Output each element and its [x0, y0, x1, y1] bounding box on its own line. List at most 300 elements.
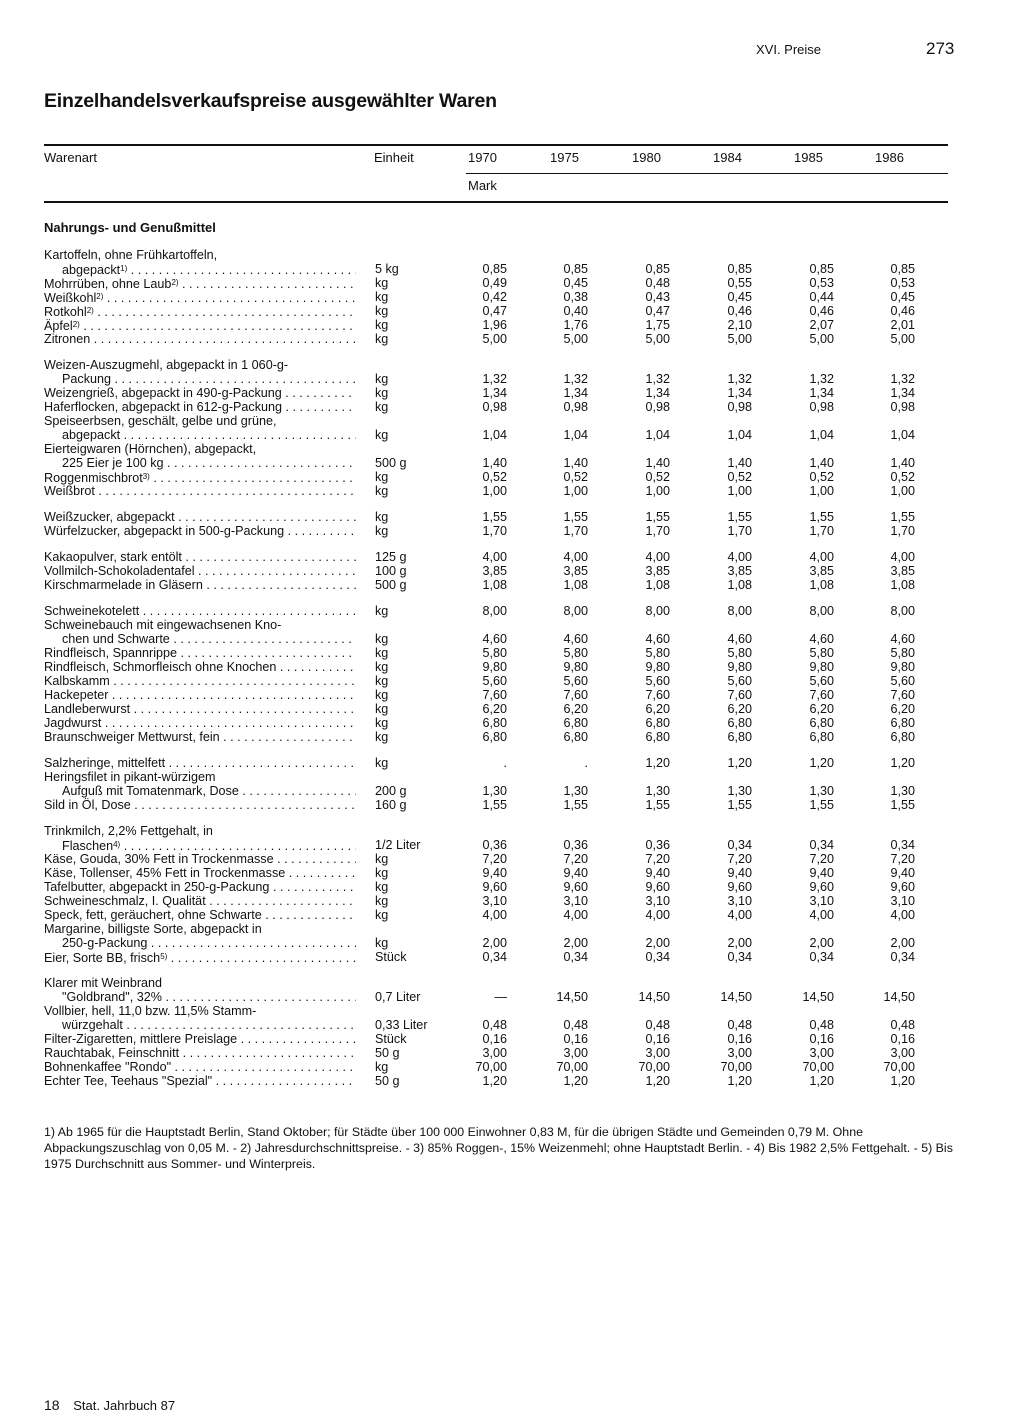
price-cell-1980: 4,60	[645, 632, 670, 646]
table-row	[0, 290, 1024, 304]
price-cell-1984: 1,08	[727, 578, 752, 592]
price-cell-1970: 6,80	[482, 716, 507, 730]
price-cell-1980: 0,43	[645, 290, 670, 304]
price-cell-1970: .	[503, 756, 507, 770]
price-cell-1986: 3,00	[890, 1046, 915, 1060]
price-cell-1986: 2,00	[890, 936, 915, 950]
row-label-text: Flaschen	[62, 839, 114, 853]
table-row	[0, 838, 1024, 852]
table-row	[0, 414, 1024, 428]
footnote-marker: 2)	[96, 292, 104, 301]
table-row	[0, 276, 1024, 290]
price-cell-1980: 6,20	[645, 702, 670, 716]
row-unit: 50 g	[375, 1074, 400, 1088]
price-cell-1975: 0,85	[563, 262, 588, 276]
price-cell-1985: 6,20	[809, 702, 834, 716]
table-row	[0, 442, 1024, 456]
price-cell-1985: 6,80	[809, 730, 834, 744]
row-label-text: Klarer mit Weinbrand	[44, 976, 163, 990]
price-cell-1980: 3,00	[645, 1046, 670, 1060]
price-cell-1985: 1,00	[809, 484, 834, 498]
column-header-year-1984: 1984	[713, 150, 742, 165]
table-row	[0, 304, 1024, 318]
price-cell-1986: 9,80	[890, 660, 915, 674]
price-cell-1970: 1,32	[482, 372, 507, 386]
price-cell-1970: 9,60	[482, 880, 507, 894]
price-cell-1984: 4,60	[727, 632, 752, 646]
row-unit: 0,7 Liter	[375, 990, 421, 1004]
table-row	[0, 908, 1024, 922]
price-cell-1984: 2,10	[727, 318, 752, 332]
row-label	[44, 524, 356, 538]
price-cell-1980: 0,34	[645, 950, 670, 964]
price-cell-1980: 14,50	[638, 990, 670, 1004]
table-row	[0, 716, 1024, 730]
price-cell-1984: 1,34	[727, 386, 752, 400]
row-label	[44, 770, 356, 784]
price-cell-1986: 1,70	[890, 524, 915, 538]
table-row	[0, 1046, 1024, 1060]
price-cell-1975: 1,55	[563, 798, 588, 812]
price-cell-1975: 9,80	[563, 660, 588, 674]
price-cell-1975: 1,55	[563, 510, 588, 524]
table-row	[0, 646, 1024, 660]
price-cell-1975: 70,00	[556, 1060, 588, 1074]
row-label	[44, 414, 356, 428]
row-unit: 1/2 Liter	[375, 838, 421, 852]
row-label	[44, 950, 356, 965]
price-cell-1970: 1,34	[482, 386, 507, 400]
price-cell-1986: 9,40	[890, 866, 915, 880]
price-cell-1984: 0,46	[727, 304, 752, 318]
price-cell-1984: 0,55	[727, 276, 752, 290]
table-row	[0, 756, 1024, 770]
price-cell-1984: 3,00	[727, 1046, 752, 1060]
price-cell-1984: 6,20	[727, 702, 752, 716]
price-cell-1970: 5,80	[482, 646, 507, 660]
price-cell-1980: 1,32	[645, 372, 670, 386]
price-cell-1970: 0,49	[482, 276, 507, 290]
row-unit: kg	[375, 674, 389, 688]
price-cell-1975: 5,00	[563, 332, 588, 346]
price-cell-1970: 1,55	[482, 510, 507, 524]
row-label	[62, 262, 356, 277]
row-unit: kg	[375, 386, 389, 400]
row-label	[62, 936, 356, 950]
price-cell-1986: 8,00	[890, 604, 915, 618]
row-label	[44, 290, 356, 305]
row-unit: Stück	[375, 950, 407, 964]
footnote-marker: 2)	[171, 278, 179, 287]
row-label-text: Weizen-Auszugmehl, abgepackt in 1 060-g-	[44, 358, 289, 372]
price-cell-1984: 5,80	[727, 646, 752, 660]
table-row	[0, 564, 1024, 578]
footnote-marker: 5)	[160, 952, 168, 961]
row-label-text: Filter-Zigaretten, mittlere Preislage	[44, 1032, 238, 1046]
row-unit: Stück	[375, 1032, 407, 1046]
row-label	[44, 578, 356, 592]
price-cell-1986: 2,01	[890, 318, 915, 332]
price-cell-1970: 0,85	[482, 262, 507, 276]
row-label	[44, 386, 356, 400]
price-cell-1986: 1,55	[890, 798, 915, 812]
row-unit: kg	[375, 880, 389, 894]
row-unit: 500 g	[375, 456, 407, 470]
row-label	[44, 564, 356, 578]
price-cell-1986: 70,00	[883, 1060, 915, 1074]
price-cell-1980: 0,48	[645, 1018, 670, 1032]
row-unit: kg	[375, 1060, 389, 1074]
price-cell-1970: 0,47	[482, 304, 507, 318]
row-label	[62, 838, 356, 853]
price-cell-1985: 0,98	[809, 400, 834, 414]
price-cell-1986: 4,00	[890, 550, 915, 564]
price-cell-1986: 7,60	[890, 688, 915, 702]
row-label	[44, 358, 356, 372]
price-cell-1984: 9,80	[727, 660, 752, 674]
row-label-text: Zitronen	[44, 332, 91, 346]
row-unit: kg	[375, 604, 389, 618]
price-cell-1984: 7,60	[727, 688, 752, 702]
price-cell-1980: 1,34	[645, 386, 670, 400]
table-row	[0, 824, 1024, 838]
row-label	[44, 674, 356, 688]
row-label-text: Kakaopulver, stark entölt	[44, 550, 182, 564]
price-cell-1984: 0,48	[727, 1018, 752, 1032]
price-cell-1970: 1,40	[482, 456, 507, 470]
row-label-text: Weizengrieß, abgepackt in 490-g-Packung	[44, 386, 282, 400]
row-label	[62, 372, 356, 386]
row-unit: kg	[375, 716, 389, 730]
price-cell-1975: .	[584, 756, 588, 770]
price-cell-1970: 0,48	[482, 1018, 507, 1032]
price-cell-1986: 6,20	[890, 702, 915, 716]
row-unit: kg	[375, 428, 389, 442]
row-label-text: abgepackt	[62, 428, 121, 442]
price-cell-1980: 7,60	[645, 688, 670, 702]
table-row	[0, 784, 1024, 798]
price-cell-1985: 1,55	[809, 798, 834, 812]
row-label	[44, 1032, 356, 1046]
price-cell-1985: 1,40	[809, 456, 834, 470]
price-cell-1970: 0,36	[482, 838, 507, 852]
row-label	[44, 1074, 356, 1088]
price-cell-1975: 3,00	[563, 1046, 588, 1060]
price-cell-1986: 5,00	[890, 332, 915, 346]
table-row	[0, 618, 1024, 632]
table-rule-top	[44, 144, 948, 146]
row-label-text: Salzheringe, mittelfett	[44, 756, 166, 770]
table-row	[0, 484, 1024, 498]
table-row	[0, 866, 1024, 880]
price-cell-1975: 5,80	[563, 646, 588, 660]
price-cell-1984: 0,52	[727, 470, 752, 484]
table-row	[0, 248, 1024, 262]
price-cell-1980: 9,80	[645, 660, 670, 674]
row-unit: kg	[375, 470, 389, 484]
row-label	[44, 730, 356, 744]
price-cell-1985: 8,00	[809, 604, 834, 618]
price-cell-1975: 6,80	[563, 730, 588, 744]
row-label-text: Schweinekotelett	[44, 604, 140, 618]
price-cell-1986: 1,00	[890, 484, 915, 498]
price-cell-1984: 4,00	[727, 908, 752, 922]
row-unit: 5 kg	[375, 262, 399, 276]
row-label-text: Vollbier, hell, 11,0 bzw. 11,5% Stamm-	[44, 1004, 257, 1018]
column-header-year-1980: 1980	[632, 150, 661, 165]
price-cell-1975: 3,85	[563, 564, 588, 578]
price-cell-1980: 1,04	[645, 428, 670, 442]
price-cell-1984: 1,32	[727, 372, 752, 386]
price-cell-1980: 3,10	[645, 894, 670, 908]
price-cell-1986: 0,53	[890, 276, 915, 290]
price-cell-1970: 2,00	[482, 936, 507, 950]
row-label	[44, 1046, 356, 1060]
row-label-text: Echter Tee, Teehaus "Spezial"	[44, 1074, 213, 1088]
price-cell-1980: 5,80	[645, 646, 670, 660]
row-label	[44, 470, 356, 485]
price-cell-1970: —	[494, 990, 507, 1004]
row-unit: kg	[375, 730, 389, 744]
row-label-text: Käse, Tollenser, 45% Fett in Trockenmasse	[44, 866, 286, 880]
price-cell-1980: 0,16	[645, 1032, 670, 1046]
price-cell-1985: 4,60	[809, 632, 834, 646]
price-cell-1986: 1,30	[890, 784, 915, 798]
price-cell-1985: 1,08	[809, 578, 834, 592]
price-cell-1985: 0,34	[809, 950, 834, 964]
price-cell-1986: 4,00	[890, 908, 915, 922]
price-cell-1986: 0,34	[890, 838, 915, 852]
row-label-text: Schweinebauch mit eingewachsenen Kno-	[44, 618, 282, 632]
row-label	[44, 688, 356, 702]
price-cell-1975: 14,50	[556, 990, 588, 1004]
column-header-year-1970: 1970	[468, 150, 497, 165]
price-cell-1980: 8,00	[645, 604, 670, 618]
price-cell-1986: 0,48	[890, 1018, 915, 1032]
row-unit: 125 g	[375, 550, 407, 564]
price-cell-1985: 0,52	[809, 470, 834, 484]
row-label	[44, 866, 356, 880]
price-cell-1986: 3,10	[890, 894, 915, 908]
price-cell-1980: 1,20	[645, 1074, 670, 1088]
row-unit: kg	[375, 660, 389, 674]
price-cell-1986: 0,46	[890, 304, 915, 318]
price-cell-1985: 0,44	[809, 290, 834, 304]
price-cell-1975: 6,20	[563, 702, 588, 716]
row-label	[44, 976, 356, 990]
row-unit: kg	[375, 318, 389, 332]
price-cell-1980: 3,85	[645, 564, 670, 578]
row-label	[62, 456, 356, 470]
price-cell-1980: 0,47	[645, 304, 670, 318]
price-cell-1985: 2,00	[809, 936, 834, 950]
table-row	[0, 358, 1024, 372]
price-cell-1970: 6,80	[482, 730, 507, 744]
sheet-number: 18	[44, 1397, 60, 1413]
price-cell-1975: 1,30	[563, 784, 588, 798]
price-cell-1984: 6,80	[727, 716, 752, 730]
row-label-text: Vollmilch-Schokoladentafel	[44, 564, 195, 578]
row-label-text: Jagdwurst	[44, 716, 102, 730]
price-cell-1970: 1,55	[482, 798, 507, 812]
price-cell-1980: 0,98	[645, 400, 670, 414]
price-cell-1985: 7,60	[809, 688, 834, 702]
row-label-text: Weißzucker, abgepackt	[44, 510, 175, 524]
row-label	[44, 318, 356, 333]
table-row	[0, 798, 1024, 812]
row-label-text: "Goldbrand", 32%	[62, 990, 162, 1004]
row-label	[44, 756, 356, 770]
row-unit: kg	[375, 936, 389, 950]
price-cell-1984: 70,00	[720, 1060, 752, 1074]
row-label	[44, 304, 356, 319]
row-label	[44, 660, 356, 674]
price-cell-1975: 0,36	[563, 838, 588, 852]
price-cell-1980: 0,52	[645, 470, 670, 484]
row-label-text: Landleberwurst	[44, 702, 131, 716]
price-cell-1975: 1,32	[563, 372, 588, 386]
price-cell-1970: 0,42	[482, 290, 507, 304]
price-cell-1980: 7,20	[645, 852, 670, 866]
table-row	[0, 550, 1024, 564]
row-unit: 200 g	[375, 784, 407, 798]
price-cell-1986: 3,85	[890, 564, 915, 578]
price-cell-1985: 0,53	[809, 276, 834, 290]
price-cell-1984: 0,34	[727, 950, 752, 964]
price-cell-1984: 1,20	[727, 756, 752, 770]
row-label	[44, 442, 356, 456]
price-cell-1985: 9,60	[809, 880, 834, 894]
price-cell-1984: 0,85	[727, 262, 752, 276]
row-label	[44, 1004, 356, 1018]
price-cell-1980: 1,55	[645, 510, 670, 524]
price-cell-1975: 0,34	[563, 950, 588, 964]
column-header-unit: Einheit	[374, 150, 414, 165]
price-cell-1970: 4,00	[482, 550, 507, 564]
table-row	[0, 688, 1024, 702]
row-label	[44, 484, 356, 498]
price-cell-1975: 7,60	[563, 688, 588, 702]
price-cell-1975: 0,16	[563, 1032, 588, 1046]
price-cell-1985: 4,00	[809, 550, 834, 564]
row-label-text: Eierteigwaren (Hörnchen), abgepackt,	[44, 442, 257, 456]
price-cell-1975: 4,00	[563, 550, 588, 564]
price-cell-1986: 1,55	[890, 510, 915, 524]
row-label-text: Käse, Gouda, 30% Fett in Trockenmasse	[44, 852, 274, 866]
table-row	[0, 894, 1024, 908]
price-cell-1985: 9,40	[809, 866, 834, 880]
table-row	[0, 922, 1024, 936]
price-cell-1985: 3,10	[809, 894, 834, 908]
price-cell-1986: 6,80	[890, 716, 915, 730]
price-cell-1970: 4,00	[482, 908, 507, 922]
price-cell-1975: 0,40	[563, 304, 588, 318]
price-cell-1970: 3,85	[482, 564, 507, 578]
price-cell-1970: 0,16	[482, 1032, 507, 1046]
row-unit: kg	[375, 372, 389, 386]
price-cell-1970: 3,10	[482, 894, 507, 908]
price-cell-1984: 0,34	[727, 838, 752, 852]
price-cell-1984: 0,16	[727, 1032, 752, 1046]
table-row	[0, 428, 1024, 442]
page-footer	[44, 1397, 175, 1413]
price-cell-1980: 6,80	[645, 716, 670, 730]
row-unit: kg	[375, 852, 389, 866]
price-cell-1985: 1,04	[809, 428, 834, 442]
price-cell-1986: 0,45	[890, 290, 915, 304]
table-row	[0, 332, 1024, 346]
price-cell-1986: 5,60	[890, 674, 915, 688]
price-cell-1980: 1,30	[645, 784, 670, 798]
price-cell-1986: 1,08	[890, 578, 915, 592]
price-cell-1986: 9,60	[890, 880, 915, 894]
price-cell-1984: 1,55	[727, 798, 752, 812]
price-cell-1980: 0,85	[645, 262, 670, 276]
price-cell-1970: 9,40	[482, 866, 507, 880]
price-cell-1986: 6,80	[890, 730, 915, 744]
price-cell-1984: 5,00	[727, 332, 752, 346]
row-label	[44, 332, 356, 346]
price-cell-1975: 1,70	[563, 524, 588, 538]
row-unit: kg	[375, 484, 389, 498]
price-cell-1986: 0,85	[890, 262, 915, 276]
row-label-text: Weißkohl	[44, 291, 97, 305]
price-cell-1975: 1,34	[563, 386, 588, 400]
row-unit: kg	[375, 524, 389, 538]
row-unit: kg	[375, 894, 389, 908]
price-cell-1984: 14,50	[720, 990, 752, 1004]
price-cell-1984: 4,00	[727, 550, 752, 564]
table-row	[0, 880, 1024, 894]
price-cell-1975: 1,08	[563, 578, 588, 592]
price-cell-1985: 5,00	[809, 332, 834, 346]
price-cell-1984: 7,20	[727, 852, 752, 866]
price-cell-1984: 3,85	[727, 564, 752, 578]
price-cell-1986: 7,20	[890, 852, 915, 866]
price-cell-1975: 1,20	[563, 1074, 588, 1088]
table-row	[0, 262, 1024, 276]
price-cell-1985: 2,07	[809, 318, 834, 332]
row-label-text: Heringsfilet in pikant-würzigem	[44, 770, 216, 784]
row-label-text: Eier, Sorte BB, frisch	[44, 951, 161, 965]
price-cell-1984: 0,45	[727, 290, 752, 304]
price-cell-1975: 1,76	[563, 318, 588, 332]
price-cell-1986: 5,80	[890, 646, 915, 660]
price-cell-1975: 0,48	[563, 1018, 588, 1032]
price-cell-1980: 1,08	[645, 578, 670, 592]
table-row	[0, 578, 1024, 592]
price-cell-1970: 1,00	[482, 484, 507, 498]
price-cell-1986: 0,34	[890, 950, 915, 964]
row-unit: 160 g	[375, 798, 407, 812]
footer-source: Stat. Jahrbuch 87	[73, 1398, 176, 1413]
table-row	[0, 936, 1024, 950]
price-cell-1975: 1,04	[563, 428, 588, 442]
price-cell-1986: 1,34	[890, 386, 915, 400]
price-cell-1984: 9,60	[727, 880, 752, 894]
footnote-marker: 4)	[113, 840, 121, 849]
price-cell-1984: 1,00	[727, 484, 752, 498]
price-cell-1985: 3,00	[809, 1046, 834, 1060]
price-cell-1980: 9,60	[645, 880, 670, 894]
row-label	[44, 716, 356, 730]
footnotes: 1) Ab 1965 für die Hauptstadt Berlin, Stand Oktober; für Städte über 100 000 Einwohner 0,83 M, für die übrigen Städte und Gemeinden 0,79 M. Ohne Abpackungszuschlag von 0,05 M. - 2) Jahresdurchschnittspreise. - 3) 85% Roggen-, 15% Weizenmehl; ohne Hauptstadt Berlin. - 4) Bis 1982 2,5% Fettgehalt. - 5) Bis 1975 Durchschnitt aus Sommer- und Winterpreis.	[44, 1125, 953, 1171]
price-table-body	[0, 248, 1024, 1088]
price-cell-1975: 9,60	[563, 880, 588, 894]
price-cell-1970: 1,04	[482, 428, 507, 442]
price-cell-1970: 4,60	[482, 632, 507, 646]
row-label-text: Äpfel	[44, 319, 73, 333]
